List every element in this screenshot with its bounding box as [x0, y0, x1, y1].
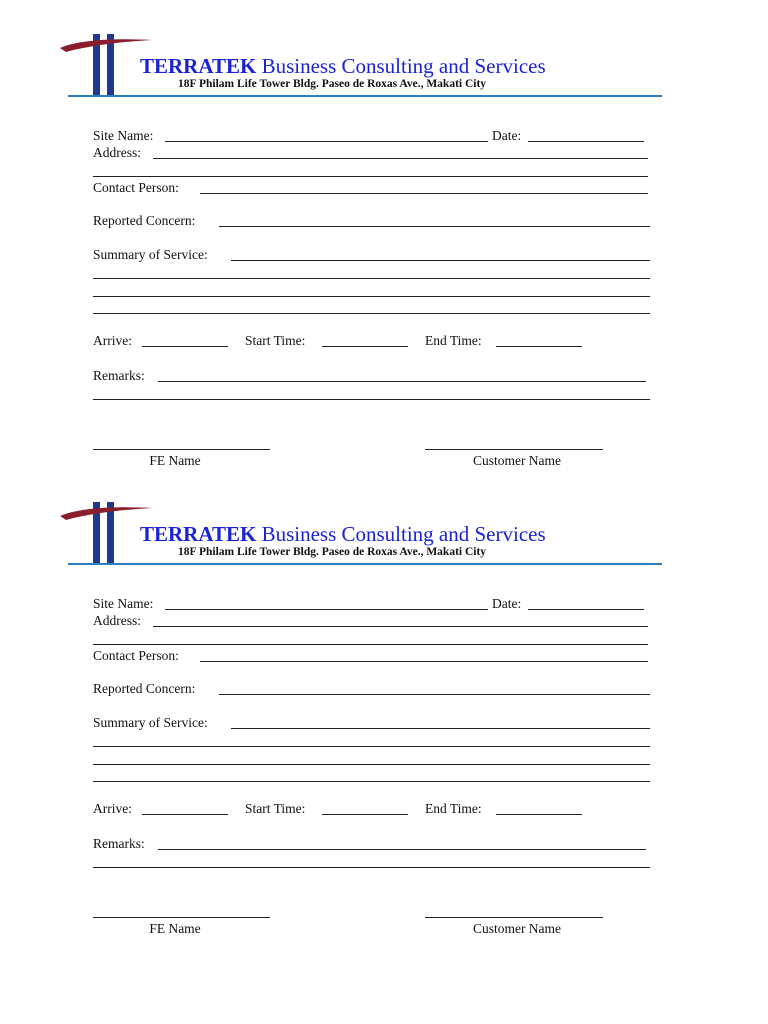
remarks-label: Remarks:: [93, 836, 145, 851]
start-time-line[interactable]: [322, 814, 408, 815]
summary-of-service-label: Summary of Service:: [93, 715, 208, 730]
header-rule: [68, 95, 662, 97]
end-time-label: End Time:: [425, 333, 482, 348]
reported-concern-label: Reported Concern:: [93, 681, 196, 696]
company-name: TERRATEK Business Consulting and Services: [140, 522, 546, 546]
start-time-line[interactable]: [322, 346, 408, 347]
remarks-line[interactable]: [158, 849, 646, 850]
company-address: 18F Philam Life Tower Bldg. Paseo de Roxas Ave., Makati City: [178, 78, 487, 90]
end-time-label: End Time:: [425, 801, 482, 816]
remarks-label: Remarks:: [93, 368, 145, 383]
service-form-1: [0, 0, 768, 468]
summary-line-3[interactable]: [93, 764, 650, 765]
summary-line-4[interactable]: [93, 313, 650, 314]
customer-signature-line[interactable]: [425, 449, 603, 450]
service-form-2: [0, 468, 768, 936]
end-time-line[interactable]: [496, 814, 582, 815]
customer-name-label: Customer Name: [472, 453, 562, 468]
summary-line-3[interactable]: [93, 296, 650, 297]
company-address: 18F Philam Life Tower Bldg. Paseo de Roxas Ave., Makati City: [178, 546, 487, 558]
date-label: Date:: [492, 596, 522, 611]
summary-line-4[interactable]: [93, 781, 650, 782]
summary-of-service-label: Summary of Service:: [93, 247, 208, 262]
arrive-line[interactable]: [142, 346, 228, 347]
site-name-line[interactable]: [165, 141, 488, 142]
start-time-label: Start Time:: [245, 333, 306, 348]
site-name-label: Site Name:: [93, 596, 154, 611]
fe-signature-line[interactable]: [93, 449, 270, 450]
date-line[interactable]: [528, 609, 644, 610]
fe-name-label: FE Name: [149, 921, 201, 936]
contact-person-label: Contact Person:: [93, 180, 179, 195]
fe-name-label: FE Name: [149, 453, 201, 468]
remarks-line[interactable]: [158, 381, 646, 382]
date-label: Date:: [492, 128, 522, 143]
date-line[interactable]: [528, 141, 644, 142]
summary-line[interactable]: [231, 260, 650, 261]
arrive-label: Arrive:: [93, 333, 132, 348]
header-rule: [68, 563, 662, 565]
customer-signature-line[interactable]: [425, 917, 603, 918]
site-name-label: Site Name:: [93, 128, 154, 143]
summary-line-2[interactable]: [93, 746, 650, 747]
remarks-line-2[interactable]: [93, 867, 650, 868]
fe-signature-line[interactable]: [93, 917, 270, 918]
arrive-label: Arrive:: [93, 801, 132, 816]
reported-concern-label: Reported Concern:: [93, 213, 196, 228]
contact-person-line[interactable]: [200, 193, 648, 194]
start-time-label: Start Time:: [245, 801, 306, 816]
site-name-line[interactable]: [165, 609, 488, 610]
remarks-line-2[interactable]: [93, 399, 650, 400]
contact-person-label: Contact Person:: [93, 648, 179, 663]
address-line-2[interactable]: [93, 644, 648, 645]
end-time-line[interactable]: [496, 346, 582, 347]
reported-concern-line[interactable]: [219, 694, 650, 695]
summary-line-2[interactable]: [93, 278, 650, 279]
address-label: Address:: [93, 613, 141, 628]
address-label: Address:: [93, 145, 141, 160]
contact-person-line[interactable]: [200, 661, 648, 662]
summary-line[interactable]: [231, 728, 650, 729]
arrive-line[interactable]: [142, 814, 228, 815]
address-line[interactable]: [153, 158, 648, 159]
customer-name-label: Customer Name: [472, 921, 562, 936]
address-line-2[interactable]: [93, 176, 648, 177]
company-name: TERRATEK Business Consulting and Services: [140, 54, 546, 78]
address-line[interactable]: [153, 626, 648, 627]
reported-concern-line[interactable]: [219, 226, 650, 227]
